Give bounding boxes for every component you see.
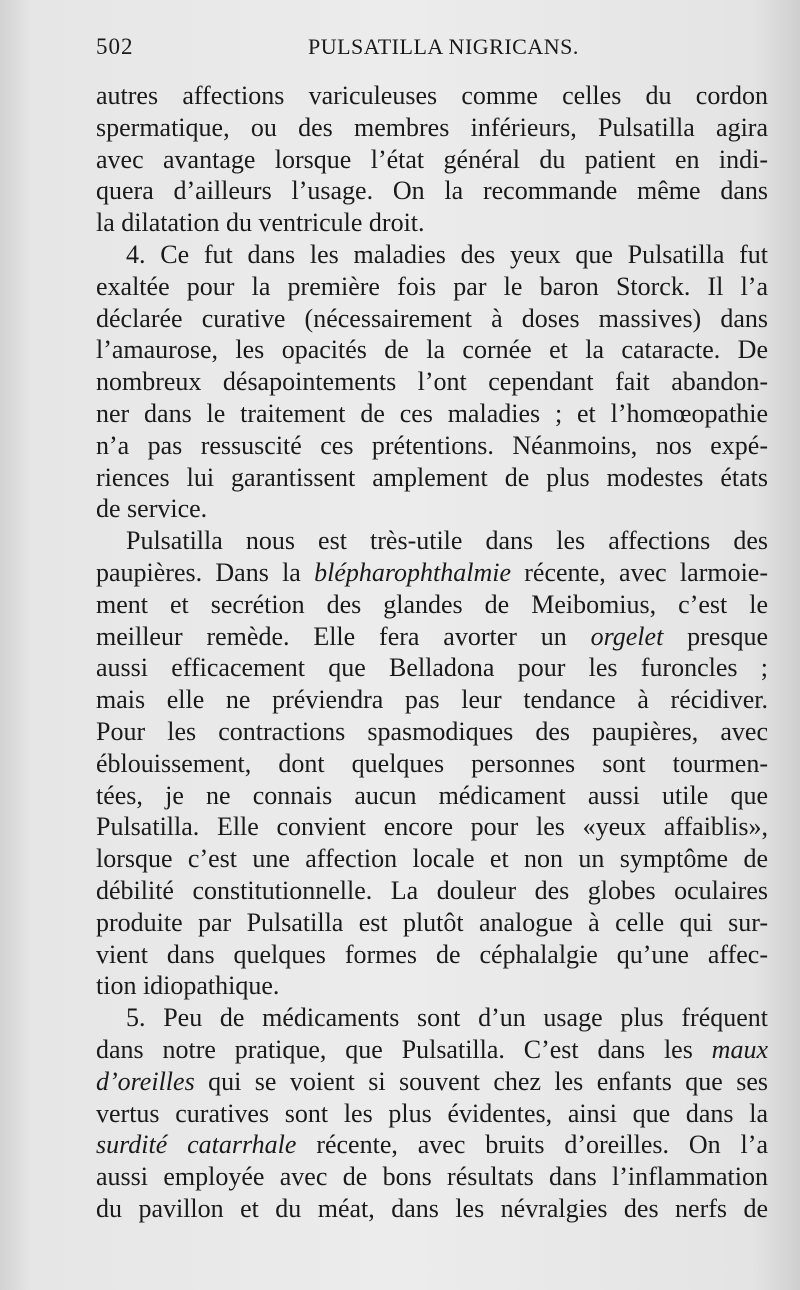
- text-line: produite par Pulsatilla est plutôt analogue à celle qui sur-: [96, 907, 768, 937]
- text-line: 5. Peu de médicaments sont d’un usage plus fréquent: [126, 1003, 768, 1033]
- text-line: vient dans quelques formes de céphalalgie qu’une affec-: [96, 939, 768, 969]
- text-line: éblouissement, dont quelques personnes sont tourmen-: [96, 748, 768, 778]
- text-line: Pulsatilla. Elle convient encore pour les «yeux affaiblis»,: [96, 812, 768, 842]
- text-line: Pulsatilla nous est très-utile dans les affections des: [126, 526, 768, 556]
- text-line: ner dans le traitement de ces maladies ; et l’homœopathie: [96, 398, 768, 428]
- text-line: [96, 1129, 768, 1161]
- italic-term: orgelet: [590, 621, 664, 651]
- text-line: 4. Ce fut dans les maladies des yeux que Pulsatilla fut: [126, 239, 768, 269]
- text-line: la dilatation du ventricule droit.: [96, 208, 425, 238]
- text-line: lorsque c’est une affection locale et non un symptôme de: [96, 844, 768, 874]
- text-segment: qui se voient si souvent chez les enfants que ses: [194, 1066, 768, 1096]
- text-line: aussi employée avec de bons résultats dans l’inflammation: [96, 1162, 768, 1192]
- text-line: tion idiopathique.: [96, 971, 280, 1001]
- text-line: exaltée pour la première fois par le baron Storck. Il l’a: [96, 271, 768, 301]
- text-line: du pavillon et du méat, dans les névralgies des nerfs de: [96, 1193, 768, 1223]
- text-line: ment et secrétion des glandes de Meibomius, c’est le: [96, 589, 768, 619]
- text-line: tées, je ne connais aucun médicament aussi utile que: [96, 780, 768, 810]
- text-line: déclarée curative (nécessairement à doses massives) dans: [96, 303, 768, 333]
- text-line: aussi efficacement que Belladona pour les furoncles ;: [96, 653, 768, 683]
- text-line: Pour les contractions spasmodiques des paupières, avec: [96, 716, 768, 746]
- running-title: PULSATILLA NIGRICANS.: [308, 34, 579, 59]
- text-segment: paupières. Dans la: [96, 557, 315, 587]
- text-line: spermatique, ou des membres inférieurs, Pulsatilla agira: [96, 112, 768, 142]
- italic-term: d’oreilles: [96, 1066, 195, 1096]
- text-line: [96, 621, 768, 653]
- text-line: riences lui garantissent amplement de plus modestes états: [96, 462, 768, 492]
- italic-term: maux: [711, 1034, 768, 1064]
- body-text: [96, 80, 768, 1225]
- page-header: [96, 34, 756, 70]
- text-line: l’amaurose, les opacités de la cornée et la cataracte. De: [96, 335, 768, 365]
- text-line: [96, 1034, 768, 1066]
- text-line: mais elle ne préviendra pas leur tendance à récidiver.: [96, 685, 768, 715]
- italic-term: surdité catarrhale: [96, 1130, 297, 1160]
- text-line: quera d’ailleurs l’usage. On la recommande même dans: [96, 176, 768, 206]
- text-line: [96, 1066, 768, 1098]
- text-segment: récente, avec larmoie-: [511, 557, 768, 587]
- text-line: [96, 557, 768, 589]
- text-line: de service.: [96, 494, 208, 524]
- text-segment: dans notre pratique, que Pulsatilla. C’est dans les: [96, 1034, 712, 1064]
- text-line: nombreux désapointements l’ont cependant fait abandon-: [96, 367, 768, 397]
- text-segment: presque: [663, 621, 768, 651]
- text-line: n’a pas ressuscité ces prétentions. Néanmoins, nos expé-: [96, 430, 768, 460]
- italic-term: blépharophthalmie: [314, 557, 511, 587]
- text-segment: récente, avec bruits d’oreilles. On l’a: [296, 1130, 768, 1160]
- page-number: 502: [96, 34, 134, 59]
- text-line: vertus curatives sont les plus évidentes, ainsi que dans la: [96, 1098, 768, 1128]
- text-segment: meilleur remède. Elle fera avorter un: [96, 621, 591, 651]
- text-line: avec avantage lorsque l’état général du patient en indi-: [96, 144, 768, 174]
- text-line: débilité constitutionnelle. La douleur des globes oculaires: [96, 875, 768, 905]
- text-line: autres affections variculeuses comme celles du cordon: [96, 81, 768, 110]
